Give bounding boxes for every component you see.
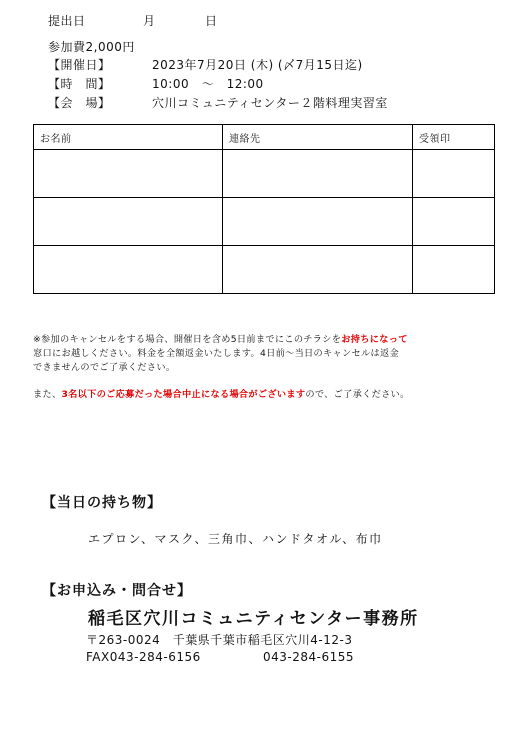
cancellation-note-line1 xyxy=(33,333,408,347)
contact-cell[interactable] xyxy=(223,150,413,198)
venue-value: 穴川コミュニティセンター２階料理実習室 xyxy=(152,96,388,110)
phone-number: 043-284-6155 xyxy=(263,650,355,664)
contact-cell[interactable] xyxy=(223,246,413,294)
office-address: 〒263-0024 千葉県千葉市稲毛区穴川4-12-3 xyxy=(86,633,353,647)
contact-cell[interactable] xyxy=(223,198,413,246)
name-cell[interactable] xyxy=(34,198,223,246)
event-time-value: 10:00 ～ 12:00 xyxy=(152,77,264,91)
minimum-note-highlight: 3名以下のご応募だった場合中止になる場合がございます xyxy=(61,389,306,400)
event-time-row xyxy=(48,75,264,92)
column-header-name: お名前 xyxy=(34,125,223,150)
fax-number: FAX043-284-6156 xyxy=(86,650,201,664)
belongings-list: エプロン、マスク、三角巾、ハンドタオル、布巾 xyxy=(88,532,383,546)
stamp-cell[interactable] xyxy=(413,198,495,246)
registration-table xyxy=(33,124,495,294)
office-name: 稲毛区穴川コミュニティセンター事務所 xyxy=(88,609,419,629)
column-header-contact: 連絡先 xyxy=(223,125,413,150)
venue-row xyxy=(48,94,388,111)
column-header-receipt-stamp: 受領印 xyxy=(413,125,495,150)
submission-date-label: 提出日 xyxy=(48,14,86,28)
cancellation-note-text: ※参加のキャンセルをする場合、開催日を含め5日前までにこのチラシを xyxy=(33,334,342,345)
event-date-row xyxy=(48,56,363,73)
participation-fee: 参加費2,000円 xyxy=(48,40,135,54)
minimum-participants-note xyxy=(33,388,410,402)
event-time-label: 【時 間】 xyxy=(48,77,111,91)
event-date-label: 【開催日】 xyxy=(48,58,111,72)
belongings-heading: 【当日の持ち物】 xyxy=(42,495,162,511)
table-row xyxy=(34,246,495,294)
cancellation-note-line3: できませんのでご了承ください。 xyxy=(33,362,176,373)
stamp-cell[interactable] xyxy=(413,246,495,294)
name-cell[interactable] xyxy=(34,246,223,294)
cancellation-note xyxy=(33,333,408,375)
venue-label: 【会 場】 xyxy=(48,96,111,110)
table-row xyxy=(34,150,495,198)
table-row xyxy=(34,198,495,246)
minimum-note-suffix: ので、ご了承ください。 xyxy=(305,389,410,400)
event-date-value: 2023年7月20日 (木) (〆7月15日迄) xyxy=(152,58,363,72)
month-label: 月 xyxy=(143,14,156,28)
cancellation-note-line2: 窓口にお越しください。料金を全額返金いたします。4日前～当日のキャンセルは返金 xyxy=(33,348,399,359)
name-cell[interactable] xyxy=(34,150,223,198)
stamp-cell[interactable] xyxy=(413,150,495,198)
day-label: 日 xyxy=(205,14,218,28)
table-header-row xyxy=(34,125,495,150)
minimum-note-prefix: また、 xyxy=(33,389,62,400)
cancellation-note-highlight: お持ちになって xyxy=(341,334,408,345)
contact-heading: 【お申込み・問合せ】 xyxy=(42,583,192,599)
